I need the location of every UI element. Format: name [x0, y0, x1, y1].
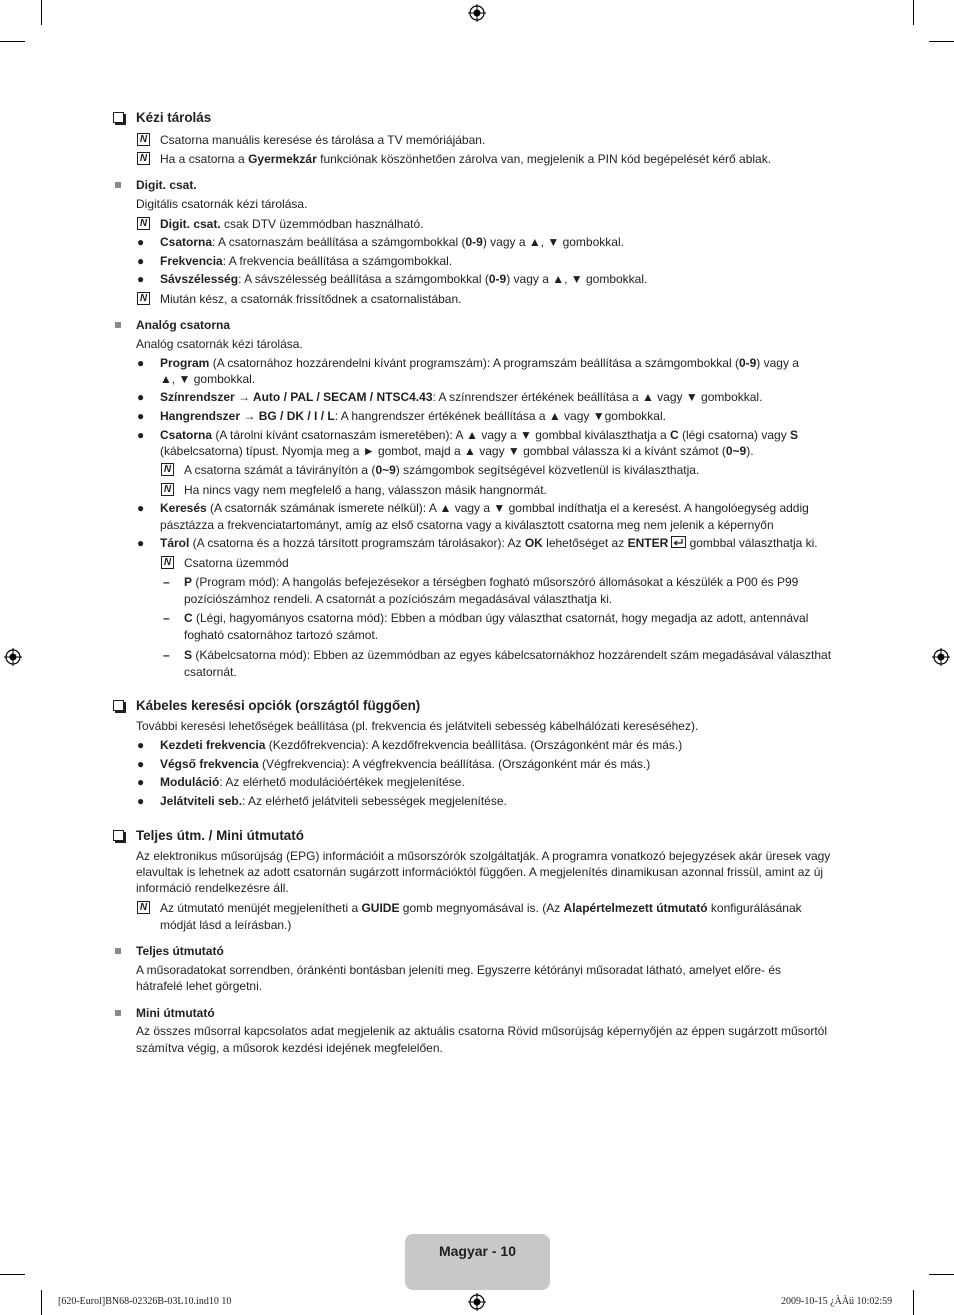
list-item-continuation: ▲, ▼ gombokkal. [160, 372, 256, 386]
page-number: Magyar - 10 [438, 1243, 517, 1259]
note-text: Csatorna manuális keresése és tárolása a TV memóriájában. [160, 133, 486, 147]
footer-timestamp: 2009-10-15 ¿ÀÀü 10:02:59 [781, 1296, 893, 1307]
section-title-kezi: Kézi tárolás [136, 110, 212, 125]
crop-mark [41, 0, 42, 25]
subsection-title-analog: Analóg csatorna [136, 318, 231, 332]
list-item: Kezdeti frekvencia (Kezdőfrekvencia): A kezdőfrekvencia beállítása. (Országonként már és más.) [160, 738, 683, 752]
crop-mark [0, 1274, 25, 1275]
paragraph-line: információ rendelkezésre áll. [136, 881, 289, 895]
registration-mark-icon [932, 648, 950, 666]
crop-mark [913, 1290, 914, 1315]
paragraph-line: elavultak is lehetnek az adott csatornán sugárzott információktól függően. A megjelenítés dinamikusan azonnal frissül, amint az új [136, 865, 824, 879]
list-item: C (Légi, hagyományos csatorna mód): Ebben a módban úgy választhat csatornát, hogy megadja az adott, antennával [184, 611, 809, 625]
subsection-desc: Analóg csatornák kézi tárolása. [136, 337, 303, 351]
list-item-continuation: (kábelcsatorna) típust. Nyomja meg a ► gombot, majd a ▲ vagy ▼ gombbal válassza ki a kívánt számot (0~9). [160, 444, 754, 458]
list-item: Tárol (A csatorna és a hozzá társított programszám tárolásakor): Az OK lehetőséget az ENTER gombbal választhatja ki. [160, 536, 818, 550]
note-text: Ha nincs vagy nem megfelelő a hang, válasszon másik hangnormát. [184, 483, 547, 497]
bullet-icon: ● [137, 536, 145, 550]
list-item-continuation: fogható csatornához tartozó számot. [184, 628, 379, 642]
note-text: A csatorna számát a távirányítón a (0~9) számgombok segítségével közvetlenül is kiválaszthatja. [184, 463, 700, 477]
note-icon: N [137, 901, 150, 914]
list-item: Moduláció: Az elérhető modulációértékek megjelenítése. [160, 775, 465, 789]
section-title-kabel: Kábeles keresési opciók (országtól függően) [136, 698, 421, 713]
list-item: Hangrendszer → BG / DK / I / L: A hangrendszer értékének beállítása a ▲ vagy ▼gombokkal. [160, 409, 666, 423]
bullet-icon: ● [137, 254, 145, 268]
bullet-icon: ● [137, 775, 145, 789]
note-text: Digit. csat. csak DTV üzemmódban használható. [160, 217, 424, 231]
list-item: Csatorna (A tárolni kívánt csatornaszám ismeretében): A ▲ vagy a ▼ gombbal kiválaszthatja a C (légi csatorna) vagy S [160, 428, 799, 442]
dash-bullet-icon: – [163, 648, 170, 662]
note-icon: N [161, 463, 174, 476]
note-text: Csatorna üzemmód [184, 556, 289, 570]
note-icon: N [137, 217, 150, 230]
bullet-icon: ● [137, 738, 145, 752]
list-item: Frekvencia: A frekvencia beállítása a számgombokkal. [160, 254, 453, 268]
subsection-title-mini: Mini útmutató [136, 1006, 215, 1020]
bullet-icon: ● [137, 757, 145, 771]
checkbox-bullet-icon [113, 112, 124, 123]
paragraph-line: A műsoradatokat sorrendben, óránkénti bontásban jeleníti meg. Egyszerre kétórányi műsoradat látható, amelyet előre- és [136, 963, 782, 977]
square-bullet-icon [115, 182, 121, 188]
note-icon: N [161, 556, 174, 569]
section-desc: További keresési lehetőségek beállítása (pl. frekvencia és jelátviteli sebesség kábelhálózati kereséséhez). [136, 719, 699, 733]
note-text: Miután kész, a csatornák frissítődnek a csatornalistában. [160, 292, 462, 306]
list-item: Csatorna: A csatornaszám beállítása a számgombokkal (0-9) vagy a ▲, ▼ gombokkal. [160, 235, 624, 249]
square-bullet-icon [115, 1010, 121, 1016]
bullet-icon: ● [137, 356, 145, 370]
square-bullet-icon [115, 322, 121, 328]
list-item-continuation: csatornát. [184, 665, 237, 679]
note-icon: N [137, 292, 150, 305]
enter-icon [671, 536, 686, 548]
list-item: Program (A csatornához hozzárendelni kívánt programszám): A programszám beállítása a számgombokkal (0-9) vagy a [160, 356, 799, 370]
list-item: P (Program mód): A hangolás befejezésekor a térségben fogható műsorszóró állomásokat a készülék a P00 és P99 [184, 575, 799, 589]
list-item-continuation: pásztázza a frekvenciatartományt, amíg az első csatorna vagy a kiválasztott csatorna meg nem jelenik a képernyőn [160, 518, 774, 532]
paragraph-line: Az elektronikus műsorújság (EPG) információit a műsorszórók szolgáltatják. A programra vonatkozó bejegyzések akár üresek vagy [136, 849, 831, 863]
registration-mark-icon [468, 4, 486, 22]
bullet-icon: ● [137, 235, 145, 249]
note-icon: N [137, 152, 150, 165]
subsection-title-digit: Digit. csat. [136, 178, 197, 192]
list-item: Keresés (A csatornák számának ismerete nélkül): A ▲ vagy a ▼ gombbal indíthatja el a keresést. A hangolóegység addig [160, 501, 809, 515]
note-text: Ha a csatorna a Gyermekzár funkciónak köszönhetően zárolva van, megjelenik a PIN kód begépelését kérő ablak. [160, 152, 772, 166]
bullet-icon: ● [137, 428, 145, 442]
list-item: S (Kábelcsatorna mód): Ebben az üzemmódban az egyes kábelcsatornákhoz hozzárendelt szám megadásával választhat [184, 648, 832, 662]
note-text: Az útmutató menüjét megjelenítheti a GUIDE gomb megnyomásával is. (Az Alapértelmezett útmutató konfigurálásának [160, 901, 802, 915]
note-icon: N [161, 483, 174, 496]
bullet-icon: ● [137, 794, 145, 808]
crop-mark [0, 41, 25, 42]
registration-mark-icon [468, 1293, 486, 1311]
crop-mark [929, 1274, 954, 1275]
checkbox-bullet-icon [113, 830, 124, 841]
footer-file-info: [620-Eurol]BN68-02326B-03L10.ind10 10 [58, 1296, 232, 1307]
paragraph-line: Az összes műsorral kapcsolatos adat megjelenik az aktuális csatorna Rövid műsorújság képernyőjén az éppen sugárzott műsortól [136, 1024, 828, 1038]
registration-mark-icon [4, 648, 22, 666]
dash-bullet-icon: – [163, 611, 170, 625]
bullet-icon: ● [137, 272, 145, 286]
subsection-desc: Digitális csatornák kézi tárolása. [136, 197, 308, 211]
paragraph-line: számítva végig, a műsorok kezdési idejének megfelelően. [136, 1041, 443, 1055]
list-item-continuation: pozíciószámhoz rendeli. A csatornát a pozíciószám megadásával választhatja ki. [184, 592, 613, 606]
dash-bullet-icon: – [163, 575, 170, 589]
crop-mark [41, 1290, 42, 1315]
list-item: Jelátviteli seb.: Az elérhető jelátviteli sebességek megjelenítése. [160, 794, 507, 808]
note-icon: N [137, 133, 150, 146]
section-title-guide: Teljes útm. / Mini útmutató [136, 828, 304, 843]
checkbox-bullet-icon [113, 700, 124, 711]
note-continuation: módját lásd a leírásban.) [160, 918, 292, 932]
subsection-title-full: Teljes útmutató [136, 944, 224, 958]
bullet-icon: ● [137, 501, 145, 515]
list-item: Végső frekvencia (Végfrekvencia): A végfrekvencia beállítása. (Országonként már és más.) [160, 757, 651, 771]
bullet-icon: ● [137, 409, 145, 423]
crop-mark [913, 0, 914, 25]
bullet-icon: ● [137, 390, 145, 404]
crop-mark [929, 41, 954, 42]
square-bullet-icon [115, 948, 121, 954]
list-item: Színrendszer → Auto / PAL / SECAM / NTSC4.43: A színrendszer értékének beállítása a ▲ vagy ▼ gombokkal. [160, 390, 763, 404]
list-item: Sávszélesség: A sávszélesség beállítása a számgombokkal (0-9) vagy a ▲, ▼ gombokkal. [160, 272, 648, 286]
paragraph-line: hátrafelé lehet görgetni. [136, 979, 263, 993]
